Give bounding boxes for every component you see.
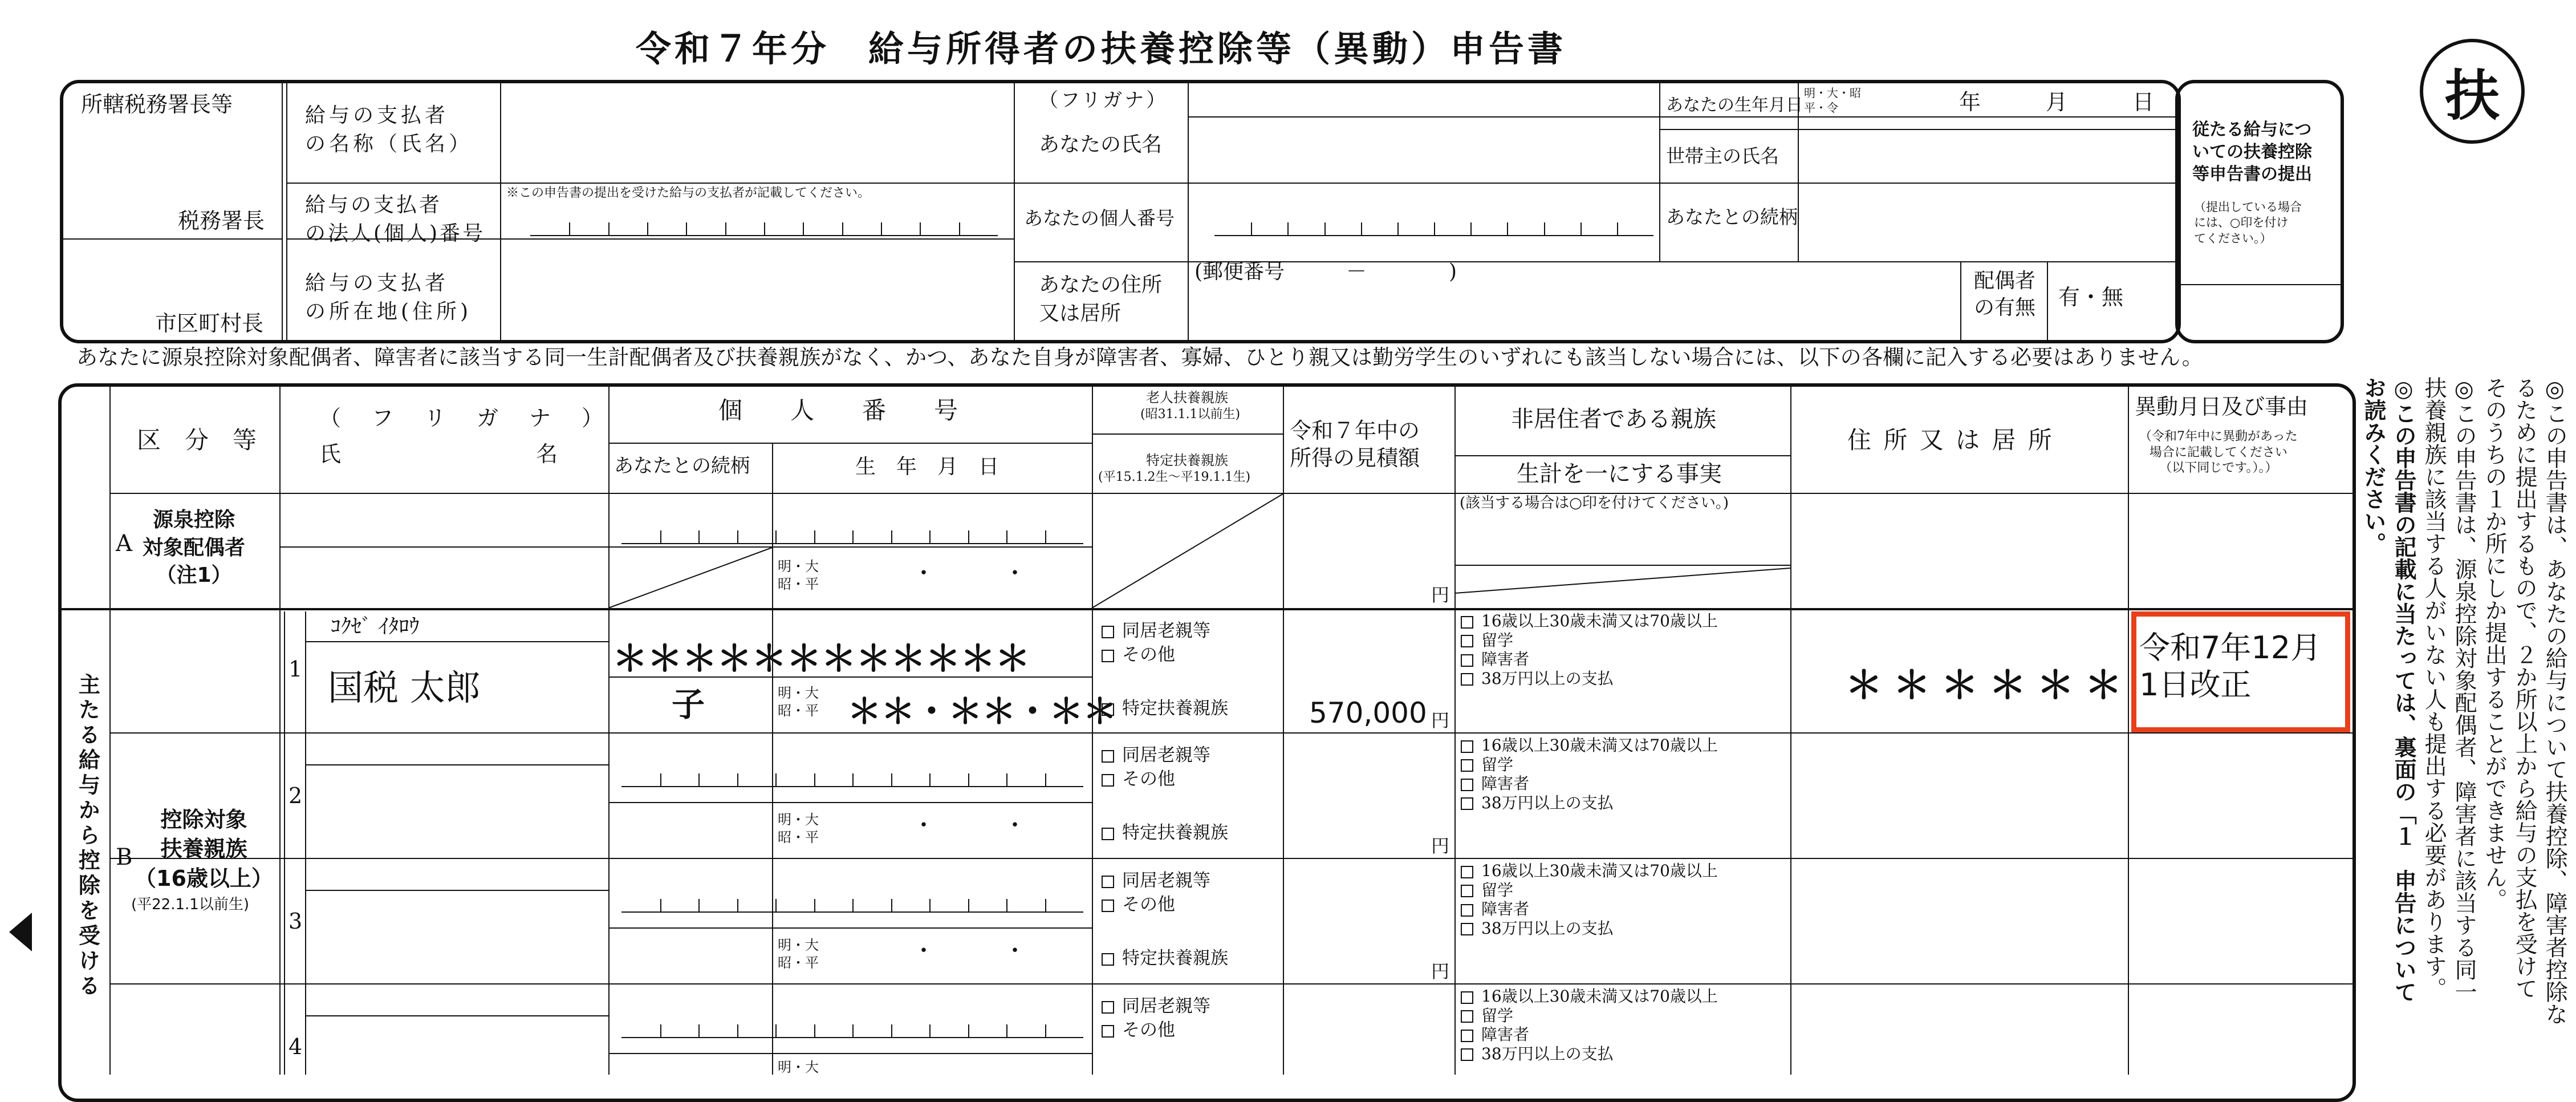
digit-divider	[698, 1024, 700, 1037]
payer-number-label: 給与の支払者 の法人(個人)番号	[305, 193, 486, 246]
row-4-nr2-checkbox[interactable]	[1461, 1010, 1473, 1023]
row-4-other-label: その他	[1122, 1020, 1175, 1040]
digit-divider	[814, 773, 815, 786]
digit-divider	[775, 530, 777, 543]
digit-divider	[929, 1024, 931, 1037]
side-vertical-label: 主たる給与から控除を受ける	[75, 673, 100, 999]
right-note-line: そのうちの１か所にしか提出することができません。	[2481, 376, 2508, 910]
digit-divider	[891, 773, 892, 786]
householder-label: 世帯主の氏名	[1666, 145, 1779, 167]
row-2-specific-checkbox[interactable]	[1102, 828, 1114, 840]
row-2-nr4-checkbox[interactable]	[1461, 797, 1473, 810]
digit-divider	[1045, 899, 1046, 911]
your-name-label: あなたの氏名	[1039, 133, 1163, 156]
digit-divider	[891, 1024, 892, 1037]
row-1-nr3-checkbox[interactable]	[1461, 654, 1473, 667]
payer-address-label: 給与の支払者 の所在地(住所)	[305, 272, 472, 324]
digit-divider	[852, 773, 854, 786]
row-1-birth[interactable]: ＊＊・＊＊・＊＊	[847, 692, 1116, 732]
digit-divider	[968, 773, 969, 786]
row-3-other-checkbox[interactable]	[1102, 900, 1114, 912]
row-4-nr1-checkbox[interactable]	[1461, 991, 1473, 1004]
row-1-kana[interactable]: ｺｸｾﾞ ｲﾀﾛｳ	[331, 615, 420, 638]
row-2-nr3-checkbox[interactable]	[1461, 779, 1473, 791]
row-3-date-dots: ・ ・	[912, 938, 1026, 964]
col-birth: 生 年 月 日	[855, 455, 999, 479]
col-change: 異動月日及び事由	[2135, 394, 2309, 419]
tax-office-suffix: 税務署長	[178, 208, 265, 233]
digit-divider	[698, 530, 700, 543]
row-1-other-checkbox[interactable]	[1102, 650, 1114, 662]
digit-divider	[660, 1024, 661, 1037]
city-suffix: 市区町村長	[155, 311, 264, 336]
digit-divider	[814, 530, 815, 543]
row-4-nr1-label: 16歳以上30歳未満又は70歳以上	[1481, 987, 1718, 1006]
row-1-income[interactable]: 570,000	[1309, 696, 1427, 730]
digit-divider	[968, 899, 969, 911]
col-furigana: （ フ リ ガ ナ ）	[319, 406, 608, 431]
row-4-other-checkbox[interactable]	[1102, 1025, 1114, 1038]
spouse-value[interactable]: 有・無	[2058, 285, 2124, 310]
era-options: 明・大・昭 平・令	[1804, 86, 1861, 115]
row-1-nr2-checkbox[interactable]	[1461, 635, 1473, 647]
digit-divider	[852, 1024, 854, 1037]
digit-divider	[1045, 1024, 1046, 1037]
digit-divider	[1045, 773, 1046, 786]
digit-divider	[814, 1024, 815, 1037]
row-3-nr4-label: 38万円以上の支払	[1481, 918, 1614, 938]
right-note-line: るために提出するもので、２か所以上から給与の支払を受けて	[2512, 376, 2538, 999]
row-3-specific-label: 特定扶養親族	[1122, 948, 1228, 969]
section-a-label: 源泉控除 対象配偶者 （注1）	[143, 508, 246, 588]
digit-divider	[929, 773, 931, 786]
row-1-nr3-label: 障害者	[1481, 650, 1530, 669]
right-note-line: ◎この申告書は、あなたの給与について扶養控除、障害者控除な	[2542, 376, 2568, 1025]
birth-ymd: 年 月 日	[1959, 90, 2155, 115]
col-address: 住 所 又 は 居 所	[1847, 426, 2054, 454]
col-specific-sub: (平15.1.2生～平19.1.1生)	[1098, 470, 1251, 484]
row-3-number: 3	[289, 909, 303, 934]
row-1-name[interactable]: 国税 太郎	[328, 667, 481, 708]
row-2-other-label: その他	[1122, 769, 1175, 789]
right-note-line: ◎この申告書の記載に当たっては、裏面の「１ 申告について	[2391, 376, 2417, 1003]
row-2-number-boxes[interactable]	[621, 768, 1083, 787]
section-a-note: (該当する場合は○印を付けてください。)	[1460, 495, 1729, 512]
digit-divider	[1006, 530, 1007, 543]
section-a-date-dots: ・ ・	[912, 560, 1026, 586]
row-4-cohabit-checkbox[interactable]	[1102, 1001, 1114, 1014]
row-2-nr1-label: 16歳以上30歳未満又は70歳以上	[1481, 736, 1718, 755]
row-3-nr1-label: 16歳以上30歳未満又は70歳以上	[1481, 861, 1718, 880]
digit-divider	[1045, 530, 1046, 543]
digit-divider	[1006, 899, 1007, 911]
row-3-cohabit-checkbox[interactable]	[1102, 876, 1114, 888]
row-2-specific-label: 特定扶養親族	[1122, 823, 1228, 843]
row-2-yen: 円	[1431, 835, 1450, 857]
row-1-other-label: その他	[1122, 645, 1175, 665]
digit-divider	[737, 530, 738, 543]
row-1-nr1-label: 16歳以上30歳未満又は70歳以上	[1481, 611, 1718, 630]
right-note-line: お読みください。	[2360, 376, 2387, 554]
row-2-nr4-label: 38万円以上の支払	[1481, 793, 1614, 812]
digit-divider	[737, 1024, 738, 1037]
row-1-era: 明・大 昭・平	[778, 685, 819, 719]
digit-divider	[775, 1024, 777, 1037]
section-b-letter: B	[116, 844, 133, 870]
row-2-other-checkbox[interactable]	[1102, 774, 1114, 787]
digit-divider	[737, 899, 738, 911]
spouse-label: 配偶者 の有無	[1974, 269, 2036, 319]
col-elderly: 老人扶養親族	[1146, 390, 1228, 406]
row-1-nr1-checkbox[interactable]	[1461, 616, 1473, 629]
row-4-nr2-label: 留学	[1481, 1006, 1514, 1025]
row-1-yen: 円	[1431, 710, 1450, 731]
col-relation: あなたとの続柄	[614, 455, 750, 477]
relation-label: あなたとの続柄	[1666, 206, 1798, 228]
digit-divider	[660, 530, 661, 543]
right-note-line: 扶養親族に該当する人がいない人も提出する必要があります。	[2421, 376, 2447, 999]
your-address-label: あなたの住所 又は居所	[1039, 273, 1163, 326]
row-3-era: 明・大 昭・平	[778, 937, 819, 971]
col-specific: 特定扶養親族	[1146, 452, 1228, 468]
col-income: 令和７年中の 所得の見積額	[1290, 418, 1420, 471]
section-a-era: 明・大 昭・平	[778, 558, 819, 593]
notice-text: あなたに源泉控除対象配偶者、障害者に該当する同一生計配偶者及び扶養親族がなく、かつ、あなた自身が障害者、寡婦、ひとり親又は勤労学生のいずれにも該当しない場合には、以下の各欄に記入する必要はありません。	[76, 345, 2203, 370]
row-3-nr2-checkbox[interactable]	[1461, 885, 1473, 897]
row-4-number: 4	[289, 1034, 303, 1059]
your-number-label: あなたの個人番号	[1024, 207, 1175, 229]
row-4-era: 明・大	[778, 1059, 819, 1075]
digit-divider	[891, 530, 892, 543]
col-category: 区 分 等	[137, 426, 257, 454]
digit-divider	[1006, 1024, 1007, 1037]
digit-divider	[852, 530, 854, 543]
row-1-specific-label: 特定扶養親族	[1122, 698, 1228, 719]
digit-divider	[698, 773, 700, 786]
digit-divider	[660, 773, 661, 786]
row-2-date-dots: ・ ・	[912, 812, 1026, 838]
row-3-nr2-label: 留学	[1481, 880, 1514, 900]
row-4-nr3-label: 障害者	[1481, 1025, 1530, 1044]
col-name: 氏 名	[319, 441, 558, 467]
row-2-era: 明・大 昭・平	[778, 812, 819, 846]
digit-divider	[852, 899, 854, 911]
row-1-address[interactable]: ＊＊＊＊＊＊	[1845, 663, 2132, 707]
digit-divider	[814, 899, 815, 911]
digit-divider	[968, 530, 969, 543]
right-note-line: ◎この申告書は、源泉控除対象配偶者、障害者に該当する同一	[2451, 376, 2477, 1003]
birth-label: あなたの生年月日	[1666, 95, 1803, 115]
row-1-number: 1	[289, 657, 303, 682]
col-livelihood: 生計を一にする事実	[1517, 461, 1722, 487]
side-submit-title: 従たる給与につ いての扶養控除 等申告書の提出	[2192, 120, 2312, 184]
row-2-cohabit-checkbox[interactable]	[1102, 750, 1114, 763]
digit-divider	[891, 899, 892, 911]
row-4-number-boxes[interactable]	[621, 1019, 1083, 1038]
row-4-nr4-label: 38万円以上の支払	[1481, 1044, 1614, 1063]
section-a-letter: A	[116, 530, 132, 557]
col-elderly-sub: (昭31.1.1以前生)	[1140, 407, 1241, 422]
payer-number-note: ※この申告書の提出を受けた給与の支払者が記載してください。	[506, 186, 871, 200]
row-1-nr4-checkbox[interactable]	[1461, 673, 1473, 686]
row-3-number-boxes[interactable]	[621, 893, 1083, 913]
row-2-cohabit-label: 同居老親等	[1122, 745, 1210, 765]
row-2-nr2-label: 留学	[1481, 755, 1514, 774]
row-2-nr1-checkbox[interactable]	[1461, 740, 1473, 753]
section-a-yen: 円	[1431, 584, 1450, 606]
row-3-nr3-label: 障害者	[1481, 900, 1530, 919]
row-1-cohabit-checkbox[interactable]	[1102, 626, 1114, 638]
row-1-relation[interactable]: 子	[672, 685, 705, 724]
page-title: 令和７年分 給与所得者の扶養控除等（異動）申告書	[636, 28, 1567, 70]
payer-name-label: 給与の支払者 の名称（氏名）	[305, 104, 473, 156]
col-change-note: （令和7年中に異動があった 場合に記載してください （以下同じです。）。）	[2139, 430, 2298, 475]
row-3-specific-checkbox[interactable]	[1102, 953, 1114, 966]
row-2-nr2-checkbox[interactable]	[1461, 759, 1473, 772]
page-marker-triangle-icon	[9, 913, 32, 951]
row-3-nr4-checkbox[interactable]	[1461, 923, 1473, 935]
digit-divider	[660, 899, 661, 911]
form-type-badge-label: 扶	[2445, 63, 2500, 128]
row-3-nr3-checkbox[interactable]	[1461, 904, 1473, 917]
row-2-nr3-label: 障害者	[1481, 774, 1530, 793]
row-4-cohabit-label: 同居老親等	[1122, 996, 1210, 1016]
side-submit-note: （提出している場合 には、○印を付け てください。）	[2194, 200, 2302, 245]
furigana-label: （フリガナ）	[1039, 89, 1168, 112]
digit-divider	[775, 899, 777, 911]
row-1-specific-checkbox[interactable]	[1102, 703, 1114, 716]
digit-divider	[929, 530, 931, 543]
section-a-number-boxes[interactable]	[621, 525, 1083, 544]
col-mynumber: 個 人 番 号	[718, 396, 958, 424]
row-3-cohabit-label: 同居老親等	[1122, 870, 1210, 891]
row-1-change[interactable]: 令和7年12月 1日改正	[2139, 630, 2322, 703]
row-3-nr1-checkbox[interactable]	[1461, 866, 1473, 878]
row-2-number: 2	[289, 783, 303, 808]
row-1-mynumber[interactable]: ＊＊＊＊＊＊＊＊＊＊＊＊	[612, 638, 1030, 679]
row-3-other-label: その他	[1122, 894, 1175, 915]
digit-divider	[775, 773, 777, 786]
right-notes	[2358, 376, 2570, 1078]
row-3-yen: 円	[1431, 961, 1450, 982]
digit-divider	[929, 899, 931, 911]
section-b-sub: (平22.1.1以前生)	[131, 896, 249, 913]
postal-code-label: (郵便番号 － )	[1194, 260, 1457, 283]
row-1-nr4-label: 38万円以上の支払	[1481, 669, 1614, 688]
row-1-nr2-label: 留学	[1481, 630, 1514, 650]
row-4-nr4-checkbox[interactable]	[1461, 1048, 1473, 1061]
digit-divider	[737, 773, 738, 786]
digit-divider	[1006, 773, 1007, 786]
row-1-cohabit-label: 同居老親等	[1122, 621, 1210, 641]
tax-office-label: 所轄税務署長等	[81, 92, 233, 117]
section-b-label: 控除対象 扶養親族 （16歳以上）	[135, 807, 273, 891]
digit-divider	[968, 1024, 969, 1037]
row-4-nr3-checkbox[interactable]	[1461, 1030, 1473, 1042]
col-nonresident: 非居住者である親族	[1511, 406, 1716, 432]
digit-divider	[698, 899, 700, 911]
